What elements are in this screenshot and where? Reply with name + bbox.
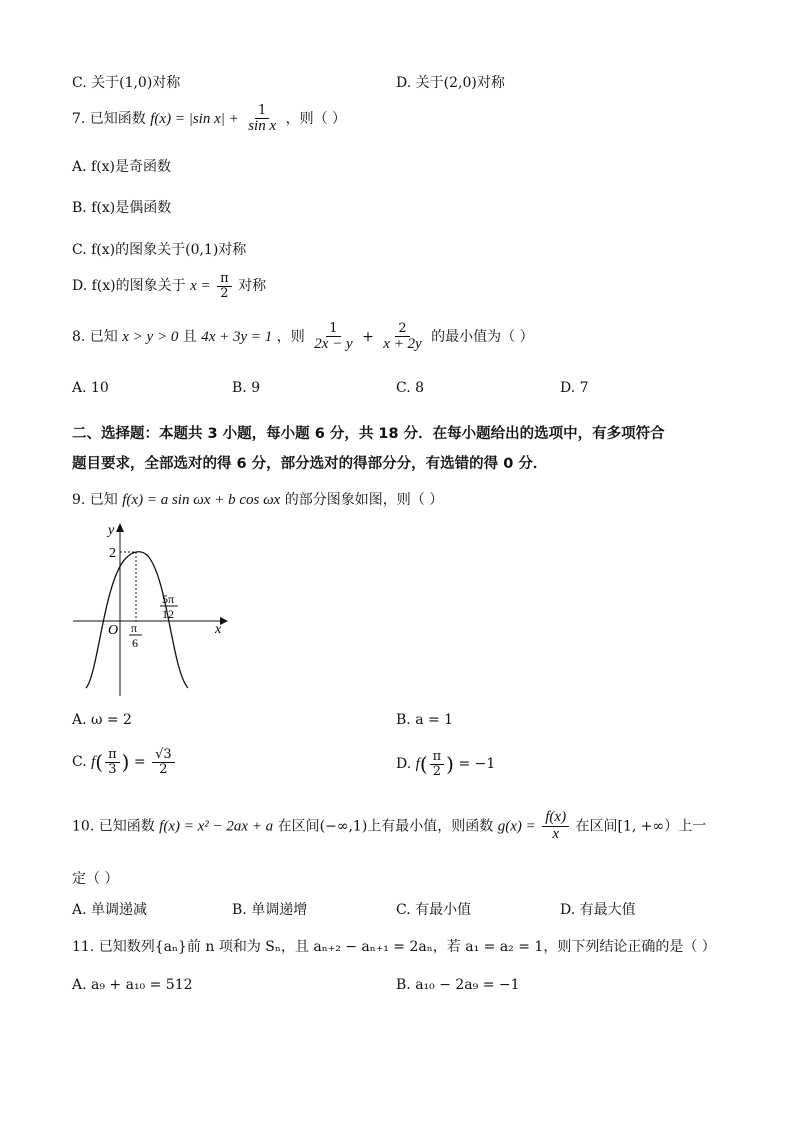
q9-d-den: 2 (432, 763, 442, 779)
q6-option-c: C. 关于(1,0)对称 (72, 75, 181, 91)
q11-stem: 11. 已知数列{aₙ}前 n 项和为 Sₙ，且 aₙ₊₂ − aₙ₊₁ = 2aₙ，若 a₁ = a₂ = 1，则下列结论正确的是（ ） (72, 939, 716, 955)
q10-g-num: f(x) (542, 810, 569, 827)
q9-d-f: f (415, 756, 420, 773)
q9-graph (68, 520, 228, 700)
q9-c-value (152, 748, 175, 776)
x-axis-label: x (215, 622, 222, 637)
section2-line2: 题目要求，全部选对的得 6 分，部分选对的得部分分，有选错的得 0 分． (72, 456, 548, 472)
q11-option-b: B. a₁₀ − 2a₉ = −1 (396, 977, 520, 993)
q7-frac-num: 1 (255, 104, 269, 119)
q8-f1-num: 1 (326, 322, 340, 337)
q10-stem-middle: 在区间(−∞,1)上有最小值，则函数 (277, 818, 494, 835)
q8-equation: 4x + 3y = 1 (201, 329, 273, 346)
q8-fraction-2 (380, 322, 424, 352)
q9-c-f: f (91, 754, 96, 771)
q9-stem-suffix: 的部分图象如图，则（ ） (284, 492, 444, 508)
q9-d-arg (430, 750, 445, 778)
q11-option-a: A. a₉ + a₁₀ = 512 (72, 977, 193, 993)
q8-f1-den: 2x − y (314, 335, 353, 352)
zero-x-den: 12 (162, 607, 174, 621)
q9-c-rparen: ) (121, 750, 130, 775)
q10-stem-prefix: 10. 已知函数 (72, 818, 155, 835)
q9-c-prefix: C. (72, 754, 87, 771)
q8-stem-prefix: 8. 已知 (72, 329, 118, 346)
q9-option-d (396, 750, 495, 778)
q8-fraction-1 (311, 322, 355, 352)
q8-condition: x > y > 0 (122, 329, 179, 346)
q8-f2-num: 2 (395, 322, 409, 337)
q7-option-d (72, 272, 266, 300)
q9-d-rparen: ) (446, 752, 454, 777)
q9-d-num: π (430, 750, 445, 765)
q8-stem-suffix: 的最小值为（ ） (431, 329, 534, 346)
q8-stem (72, 322, 534, 352)
q10-option-b: B. 单调递增 (232, 902, 308, 918)
q9-c-num: π (105, 748, 120, 763)
q8-option-a: A. 10 (72, 380, 109, 396)
q7-stem-suffix: ，则（ ） (285, 111, 347, 128)
q10-option-c: C. 有最小值 (396, 902, 472, 918)
q7-option-a: A. f(x)是奇函数 (72, 159, 172, 175)
q7-fraction (245, 104, 279, 134)
peak-x-den: 6 (132, 636, 138, 650)
zero-x-num: 5π (162, 592, 175, 606)
q8-option-b: B. 9 (232, 380, 261, 396)
q7-d-eq: x = (190, 278, 211, 295)
q7-stem-prefix: 7. 已知函数 (72, 111, 146, 128)
q9-c-den: 3 (108, 761, 117, 777)
q9-c-rnum: √3 (152, 748, 175, 763)
q8-option-d: D. 7 (560, 380, 589, 396)
peak-x-num: π (131, 621, 138, 635)
max-value-label: 2 (109, 546, 116, 561)
q9-stem-prefix: 9. 已知 (72, 492, 118, 508)
q10-option-a: A. 单调递减 (72, 902, 148, 918)
q10-g-den: x (552, 825, 559, 842)
q8-and: 且 (182, 329, 197, 346)
q8-option-c: C. 8 (396, 380, 425, 396)
q7-d-prefix: D. f(x)的图象关于 (72, 278, 186, 295)
q9-c-rden: 2 (159, 761, 168, 777)
q9-c-lparen: ( (95, 750, 104, 775)
q9-d-prefix: D. (396, 756, 412, 773)
q10-stem-suffix: 在区间[1, +∞）上一 (575, 818, 707, 835)
q7-stem (72, 104, 346, 134)
q10-option-d: D. 有最大值 (560, 902, 636, 918)
q7-option-c: C. f(x)的图象关于(0,1)对称 (72, 242, 247, 258)
q10-g: g(x) = (497, 818, 536, 835)
q8-f2-den: x + 2y (383, 335, 422, 352)
q8-then: ，则 (276, 329, 305, 346)
q7-d-den: 2 (220, 285, 229, 301)
q9-c-eq: = (133, 754, 146, 771)
q10-function: f(x) = x² − 2ax + a (159, 818, 274, 835)
q7-d-suffix: 对称 (238, 278, 267, 295)
q9-function: f(x) = a sin ωx + b cos ωx (122, 492, 281, 508)
q9-stem (72, 489, 443, 509)
q9-d-eq: = −1 (458, 756, 496, 773)
q9-option-c (72, 748, 177, 776)
q7-d-fraction (217, 272, 232, 300)
q7-option-b: B. f(x)是偶函数 (72, 200, 172, 216)
q9-c-arg (105, 748, 120, 776)
q7-frac-den: sin x (248, 117, 277, 134)
y-axis-arrow-icon (116, 523, 124, 532)
q7-d-num: π (217, 272, 232, 287)
q9-d-lparen: ( (419, 752, 428, 777)
q10-stem-line2: 定（ ） (72, 871, 119, 887)
q7-function: f(x) = |sin x| + (150, 111, 239, 128)
y-axis-label: y (108, 523, 115, 538)
q10-stem (72, 810, 706, 843)
q8-plus: + (362, 329, 374, 346)
origin-label: O (108, 623, 119, 638)
q9-option-b: B. a = 1 (396, 712, 454, 728)
q6-option-d: D. 关于(2,0)对称 (396, 75, 505, 91)
section2-line1: 二、选择题：本题共 3 小题，每小题 6 分，共 18 分．在每小题给出的选项中，有多项符合 (72, 426, 665, 442)
q9-option-a: A. ω = 2 (72, 712, 132, 728)
q10-g-fraction (542, 810, 569, 843)
